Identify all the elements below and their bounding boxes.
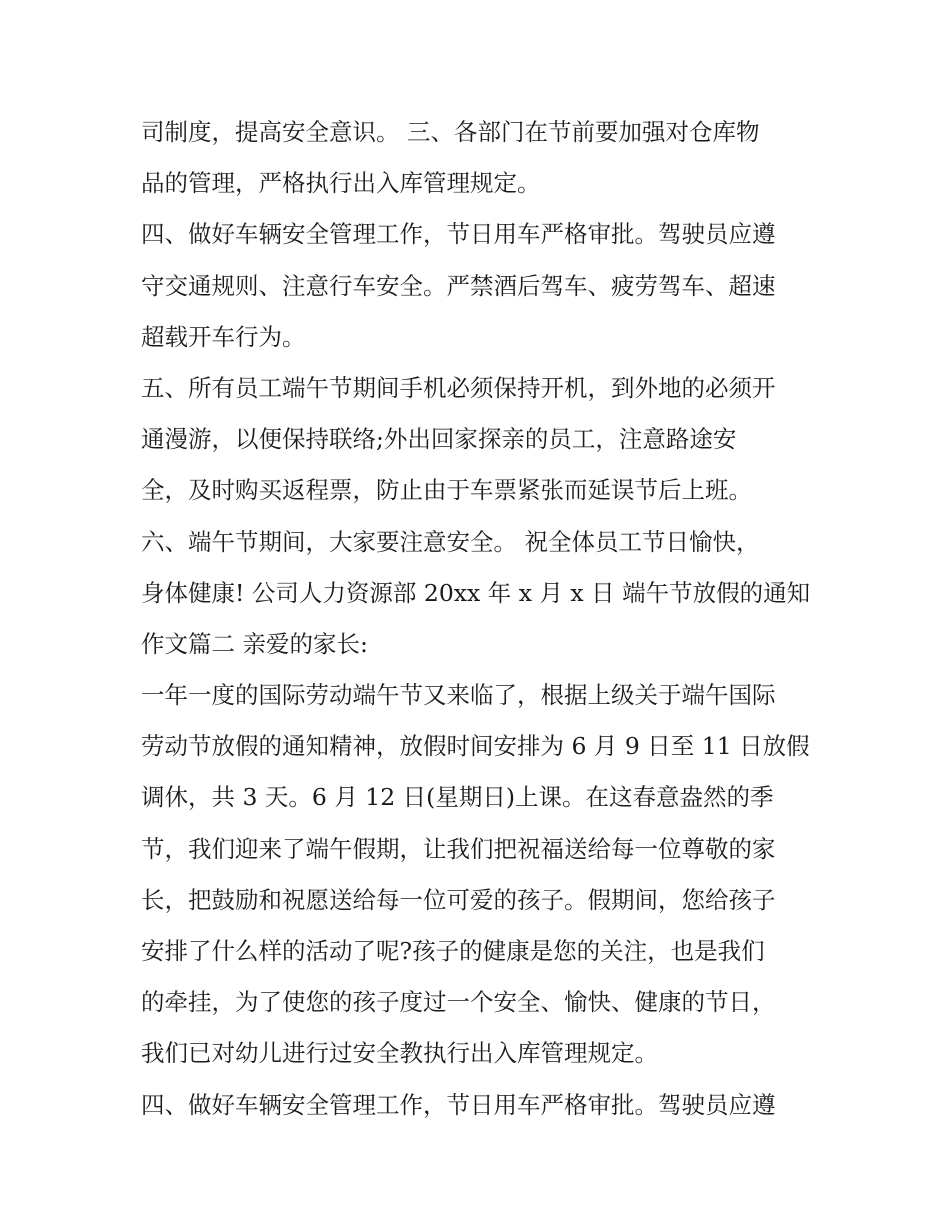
text-line: 劳动节放假的通知精神，放假时间安排为 6 月 9 日至 11 日放假 — [141, 732, 810, 761]
text-line: 四、做好车辆安全管理工作，节日用车严格审批。驾驶员应遵 — [141, 220, 776, 249]
text-line: 调休，共 3 天。6 月 12 日(星期日)上课。在这春意盎然的季 — [141, 783, 774, 812]
text-line: 的牵挂，为了使您的孩子度过一个安全、愉快、健康的节日， — [141, 988, 776, 1017]
text-line: 通漫游，以便保持联络;外出回家探亲的员工，注意路途安 — [141, 425, 737, 454]
text-line: 一年一度的国际劳动端午节又来临了，根据上级关于端午国际 — [141, 681, 776, 710]
text-line: 作文篇二 亲爱的家长: — [141, 629, 368, 658]
text-line: 长，把鼓励和祝愿送给每一位可爱的孩子。假期间，您给孩子 — [141, 885, 776, 914]
text-line: 我们已对幼儿进行过安全教执行出入库管理规定。 — [141, 1039, 658, 1068]
text-line: 司制度，提高安全意识。 三、各部门在节前要加强对仓库物 — [141, 118, 760, 146]
text-line: 四、做好车辆安全管理工作，节日用车严格审批。驾驶员应遵 — [141, 1090, 776, 1119]
text-line: 六、端午节期间，大家要注意安全。 祝全体员工节日愉快， — [141, 527, 760, 556]
text-line: 全，及时购买返程票，防止由于车票紧张而延误节后上班。 — [141, 476, 752, 505]
text-line: 五、所有员工端午节期间手机必须保持开机，到外地的必须开 — [141, 373, 776, 402]
text-line: 守交通规则、注意行车安全。严禁酒后驾车、疲劳驾车、超速 — [141, 271, 776, 300]
text-line: 品的管理，严格执行出入库管理规定。 — [141, 169, 541, 198]
document-body — [141, 107, 821, 1131]
text-line: 身体健康! 公司人力资源部 20xx 年 x 月 x 日 端午节放假的通知 — [141, 578, 811, 607]
text-line: 安排了什么样的活动了呢?孩子的健康是您的关注，也是我们 — [141, 937, 765, 965]
text-line: 节，我们迎来了端午假期，让我们把祝福送给每一位尊敬的家 — [141, 834, 776, 863]
text-line: 超载开车行为。 — [141, 322, 306, 351]
